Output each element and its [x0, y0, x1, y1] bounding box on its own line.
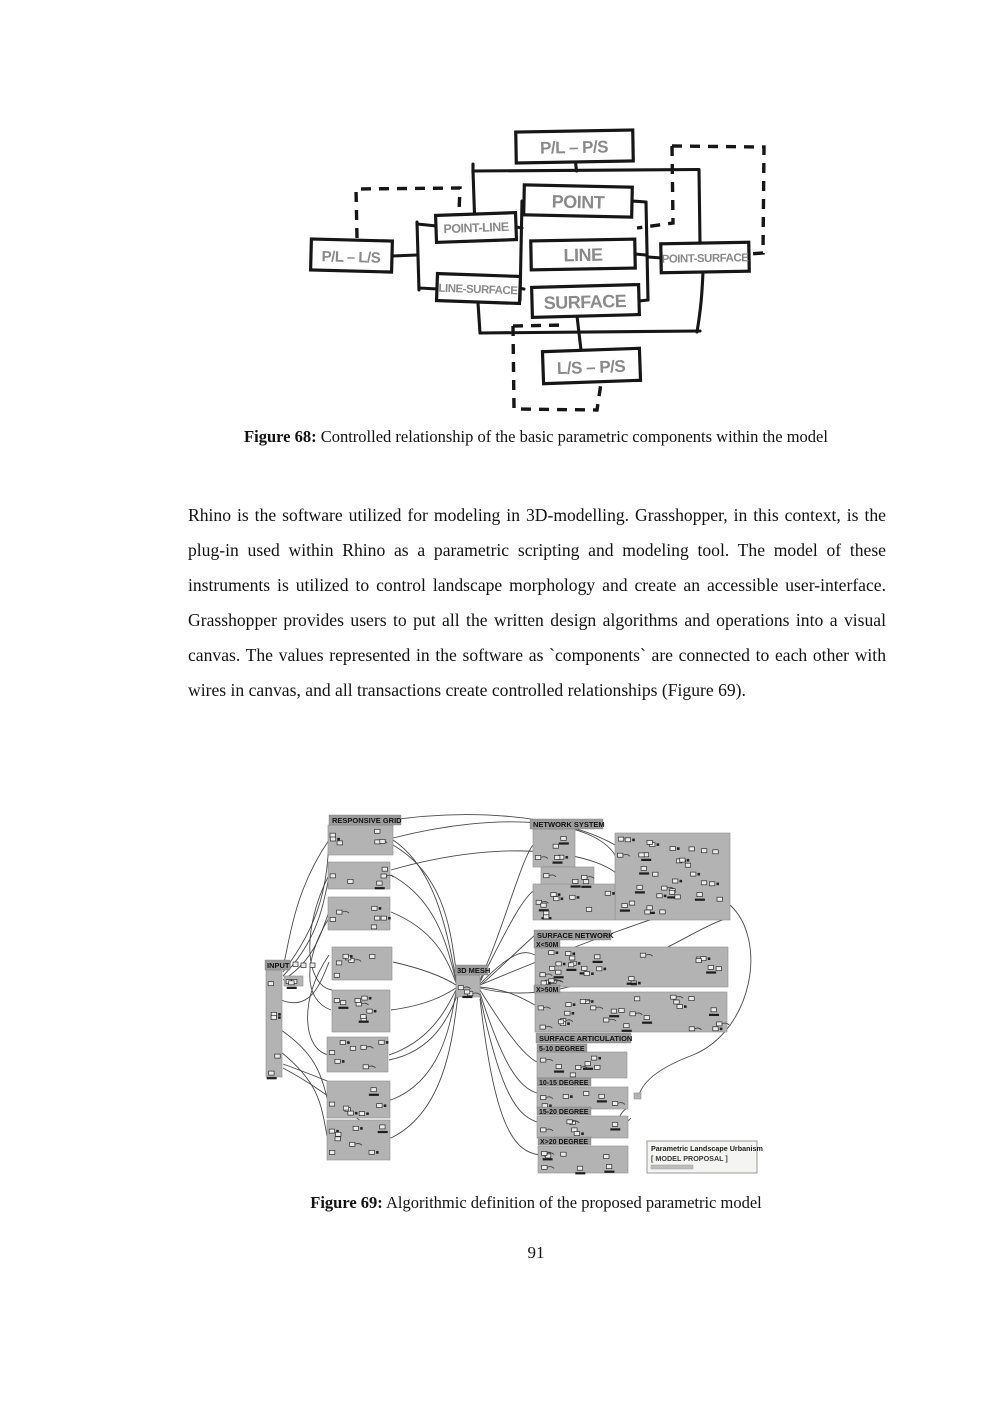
label-15-20-degree [537, 1107, 591, 1116]
figure-68-diagram [300, 122, 770, 422]
svg-text:RESPONSIVE GRID: RESPONSIVE GRID [332, 816, 402, 825]
label-3d-mesh [455, 965, 490, 975]
svg-text:P/L – P/S: P/L – P/S [539, 137, 609, 158]
svg-text:[ MODEL PROPOSAL ]: [ MODEL PROPOSAL ] [651, 1154, 728, 1163]
figure-68-box-plps [516, 130, 634, 163]
figure-68-box-pointline [436, 213, 517, 243]
figure-68-caption-label: Figure 68: [244, 427, 317, 446]
figure-68-box-linesurface [437, 274, 521, 304]
svg-text:X<50M: X<50M [536, 942, 559, 949]
svg-text:POINT: POINT [551, 191, 605, 213]
svg-text:SURFACE: SURFACE [543, 290, 627, 314]
svg-text:15-20 DEGREE: 15-20 DEGREE [539, 1109, 589, 1116]
figure-68-caption-text: Controlled relationship of the basic parametric components within the model [320, 427, 828, 446]
figure-68-box-point [524, 185, 633, 217]
svg-text:SURFACE NETWORK: SURFACE NETWORK [537, 931, 614, 940]
label-responsive-grid [329, 815, 402, 825]
svg-text:X>20 DEGREE: X>20 DEGREE [540, 1139, 589, 1146]
label-network-system [530, 819, 605, 829]
svg-text:INPUT: INPUT [267, 961, 290, 970]
figure-69-caption-text: Algorithmic definition of the proposed parametric model [386, 1193, 762, 1212]
label-surface-articulation [536, 1033, 632, 1043]
svg-text:LINE: LINE [563, 244, 603, 266]
label-x-gt-20-degree [538, 1137, 591, 1146]
svg-text:X>50M: X>50M [536, 987, 559, 994]
page-number: 91 [527, 1243, 545, 1262]
figure-68-box-line [531, 239, 635, 270]
label-x-lt-50m [534, 940, 560, 949]
svg-text:Parametric Landscape Urbanism: Parametric Landscape Urbanism [651, 1144, 763, 1153]
svg-text:5-10 DEGREE: 5-10 DEGREE [539, 1046, 585, 1053]
svg-text:POINT-LINE: POINT-LINE [443, 219, 509, 237]
svg-text:10-15 DEGREE: 10-15 DEGREE [539, 1080, 589, 1087]
figure-68-box-lsps [542, 348, 640, 383]
svg-text:POINT-SURFACE: POINT-SURFACE [661, 252, 749, 266]
svg-text:3D MESH: 3D MESH [457, 966, 491, 975]
proposal-slider-strip [651, 1165, 693, 1169]
figure-68-box-surface [532, 285, 640, 318]
label-input [265, 960, 290, 970]
figure-69-caption-label: Figure 69: [310, 1193, 383, 1212]
svg-text:SURFACE ARTICULATION: SURFACE ARTICULATION [539, 1034, 633, 1043]
model-proposal-panel [647, 1141, 763, 1173]
body-paragraph: Rhino is the software utilized for modeling in 3D-modelling. Grasshopper, in this context, is the plug-in used within Rhino as a parametric scripting and modeling tool. The model of these instruments is utilized to control landscape morphology and create an accessible user-interface. Grasshopper provides users to put all the written design algorithms and operations into a visual canvas. The values represented in the software as `components` are connected to each other with wires in canvas, and all transactions create controlled relationships (Figure 69). [188, 505, 886, 700]
figure-68-box-plls [311, 239, 393, 272]
figure-69-caption [150, 1193, 922, 1213]
figure-69-diagram [263, 800, 767, 1184]
label-5-10-degree [537, 1044, 587, 1053]
svg-text:NETWORK SYSTEM: NETWORK SYSTEM [533, 820, 605, 829]
label-surface-network [534, 930, 614, 940]
label-x-gt-50m [534, 985, 560, 994]
svg-text:L/S – P/S: L/S – P/S [556, 356, 626, 379]
svg-text:P/L – L/S: P/L – L/S [321, 248, 381, 267]
label-10-15-degree [537, 1078, 591, 1087]
svg-text:LINE-SURFACE: LINE-SURFACE [438, 282, 518, 298]
figure-68-box-pointsurface [661, 242, 750, 273]
figure-68-caption [150, 427, 922, 447]
